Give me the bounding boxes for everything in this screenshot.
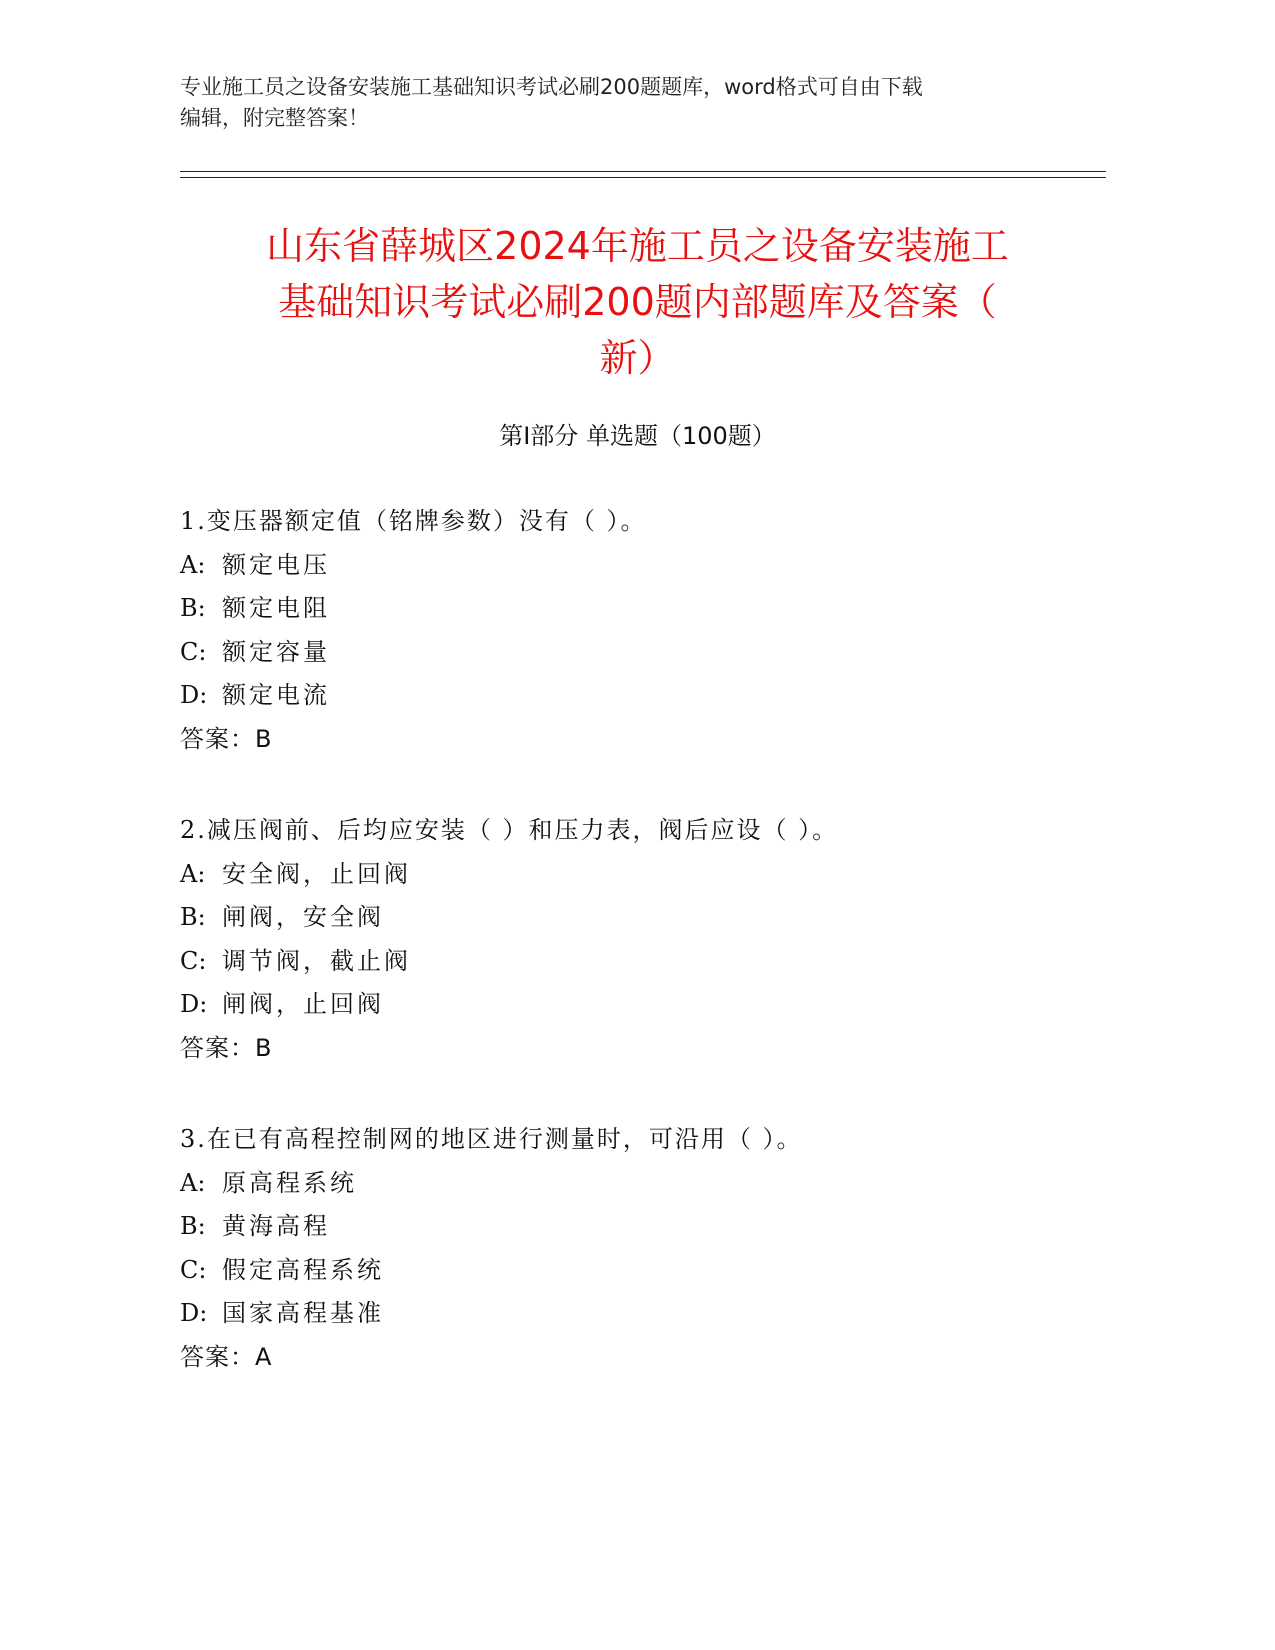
answer-line (180, 1027, 1100, 1071)
option-text: 闸阀，止回阀 (222, 990, 384, 1018)
header-rule-thick (180, 171, 1106, 172)
option-key: B: (180, 903, 206, 931)
answer-label: 答案： (180, 724, 255, 753)
option-a (180, 853, 1100, 897)
option-b (180, 587, 1100, 631)
question-1 (180, 500, 1100, 761)
option-d (180, 1292, 1100, 1336)
option-key: A: (180, 1168, 206, 1197)
option-a (180, 1162, 1100, 1206)
header-note-line-1: 专业施工员之设备安装施工基础知识考试必刷200题题库，word格式可自由下载 (180, 75, 923, 99)
answer-label: 答案： (180, 1342, 255, 1371)
question-3 (180, 1118, 1100, 1379)
option-key: B: (180, 1212, 206, 1240)
option-d (180, 674, 1100, 718)
option-a (180, 544, 1100, 588)
option-text: 额定电压 (222, 550, 330, 579)
answer-line (180, 718, 1100, 762)
document-title (150, 218, 1125, 386)
section-heading: 第Ⅰ部分 单选题（100题） (499, 422, 776, 450)
header-note (180, 72, 1040, 134)
option-key: A: (180, 859, 206, 888)
option-text: 假定高程系统 (222, 1255, 384, 1284)
answer-line (180, 1336, 1100, 1380)
title-line-3: 新） (599, 336, 676, 380)
header-rule-thin (180, 177, 1106, 178)
option-key: A: (180, 550, 206, 579)
option-key: D: (180, 1299, 208, 1327)
option-key: D: (180, 681, 208, 709)
answer-value: A (255, 1342, 272, 1371)
option-c (180, 1249, 1100, 1293)
option-b (180, 1205, 1100, 1249)
option-text: 闸阀，安全阀 (222, 903, 384, 931)
option-key: B: (180, 594, 206, 622)
question-stem: 3.在已有高程控制网的地区进行测量时，可沿用（ ）。 (180, 1125, 803, 1153)
option-c (180, 631, 1100, 675)
option-text: 国家高程基准 (222, 1299, 384, 1327)
option-text: 原高程系统 (222, 1168, 357, 1197)
question-2 (180, 809, 1100, 1070)
option-key: C: (180, 637, 207, 666)
title-line-2: 基础知识考试必刷200题内部题库及答案（ (278, 280, 997, 324)
option-text: 额定容量 (222, 637, 330, 666)
option-text: 额定电阻 (222, 594, 330, 622)
question-stem: 2.减压阀前、后均应安装（ ）和压力表，阀后应设（ ）。 (180, 816, 839, 844)
answer-label: 答案： (180, 1033, 255, 1062)
option-d (180, 983, 1100, 1027)
option-text: 调节阀，截止阀 (222, 946, 411, 975)
title-line-1: 山东省薛城区2024年施工员之设备安装施工 (266, 224, 1009, 268)
answer-value: B (255, 724, 272, 753)
option-b (180, 896, 1100, 940)
option-key: D: (180, 990, 208, 1018)
option-key: C: (180, 1255, 207, 1284)
option-text: 黄海高程 (222, 1212, 330, 1240)
option-text: 安全阀，止回阀 (222, 859, 411, 888)
option-key: C: (180, 946, 207, 975)
answer-value: B (255, 1033, 272, 1062)
question-stem: 1.变压器额定值（铭牌参数）没有（ ）。 (180, 507, 647, 535)
header-note-line-2: 编辑，附完整答案！ (180, 106, 369, 130)
option-c (180, 940, 1100, 984)
option-text: 额定电流 (222, 681, 330, 709)
question-list (180, 500, 1100, 1427)
